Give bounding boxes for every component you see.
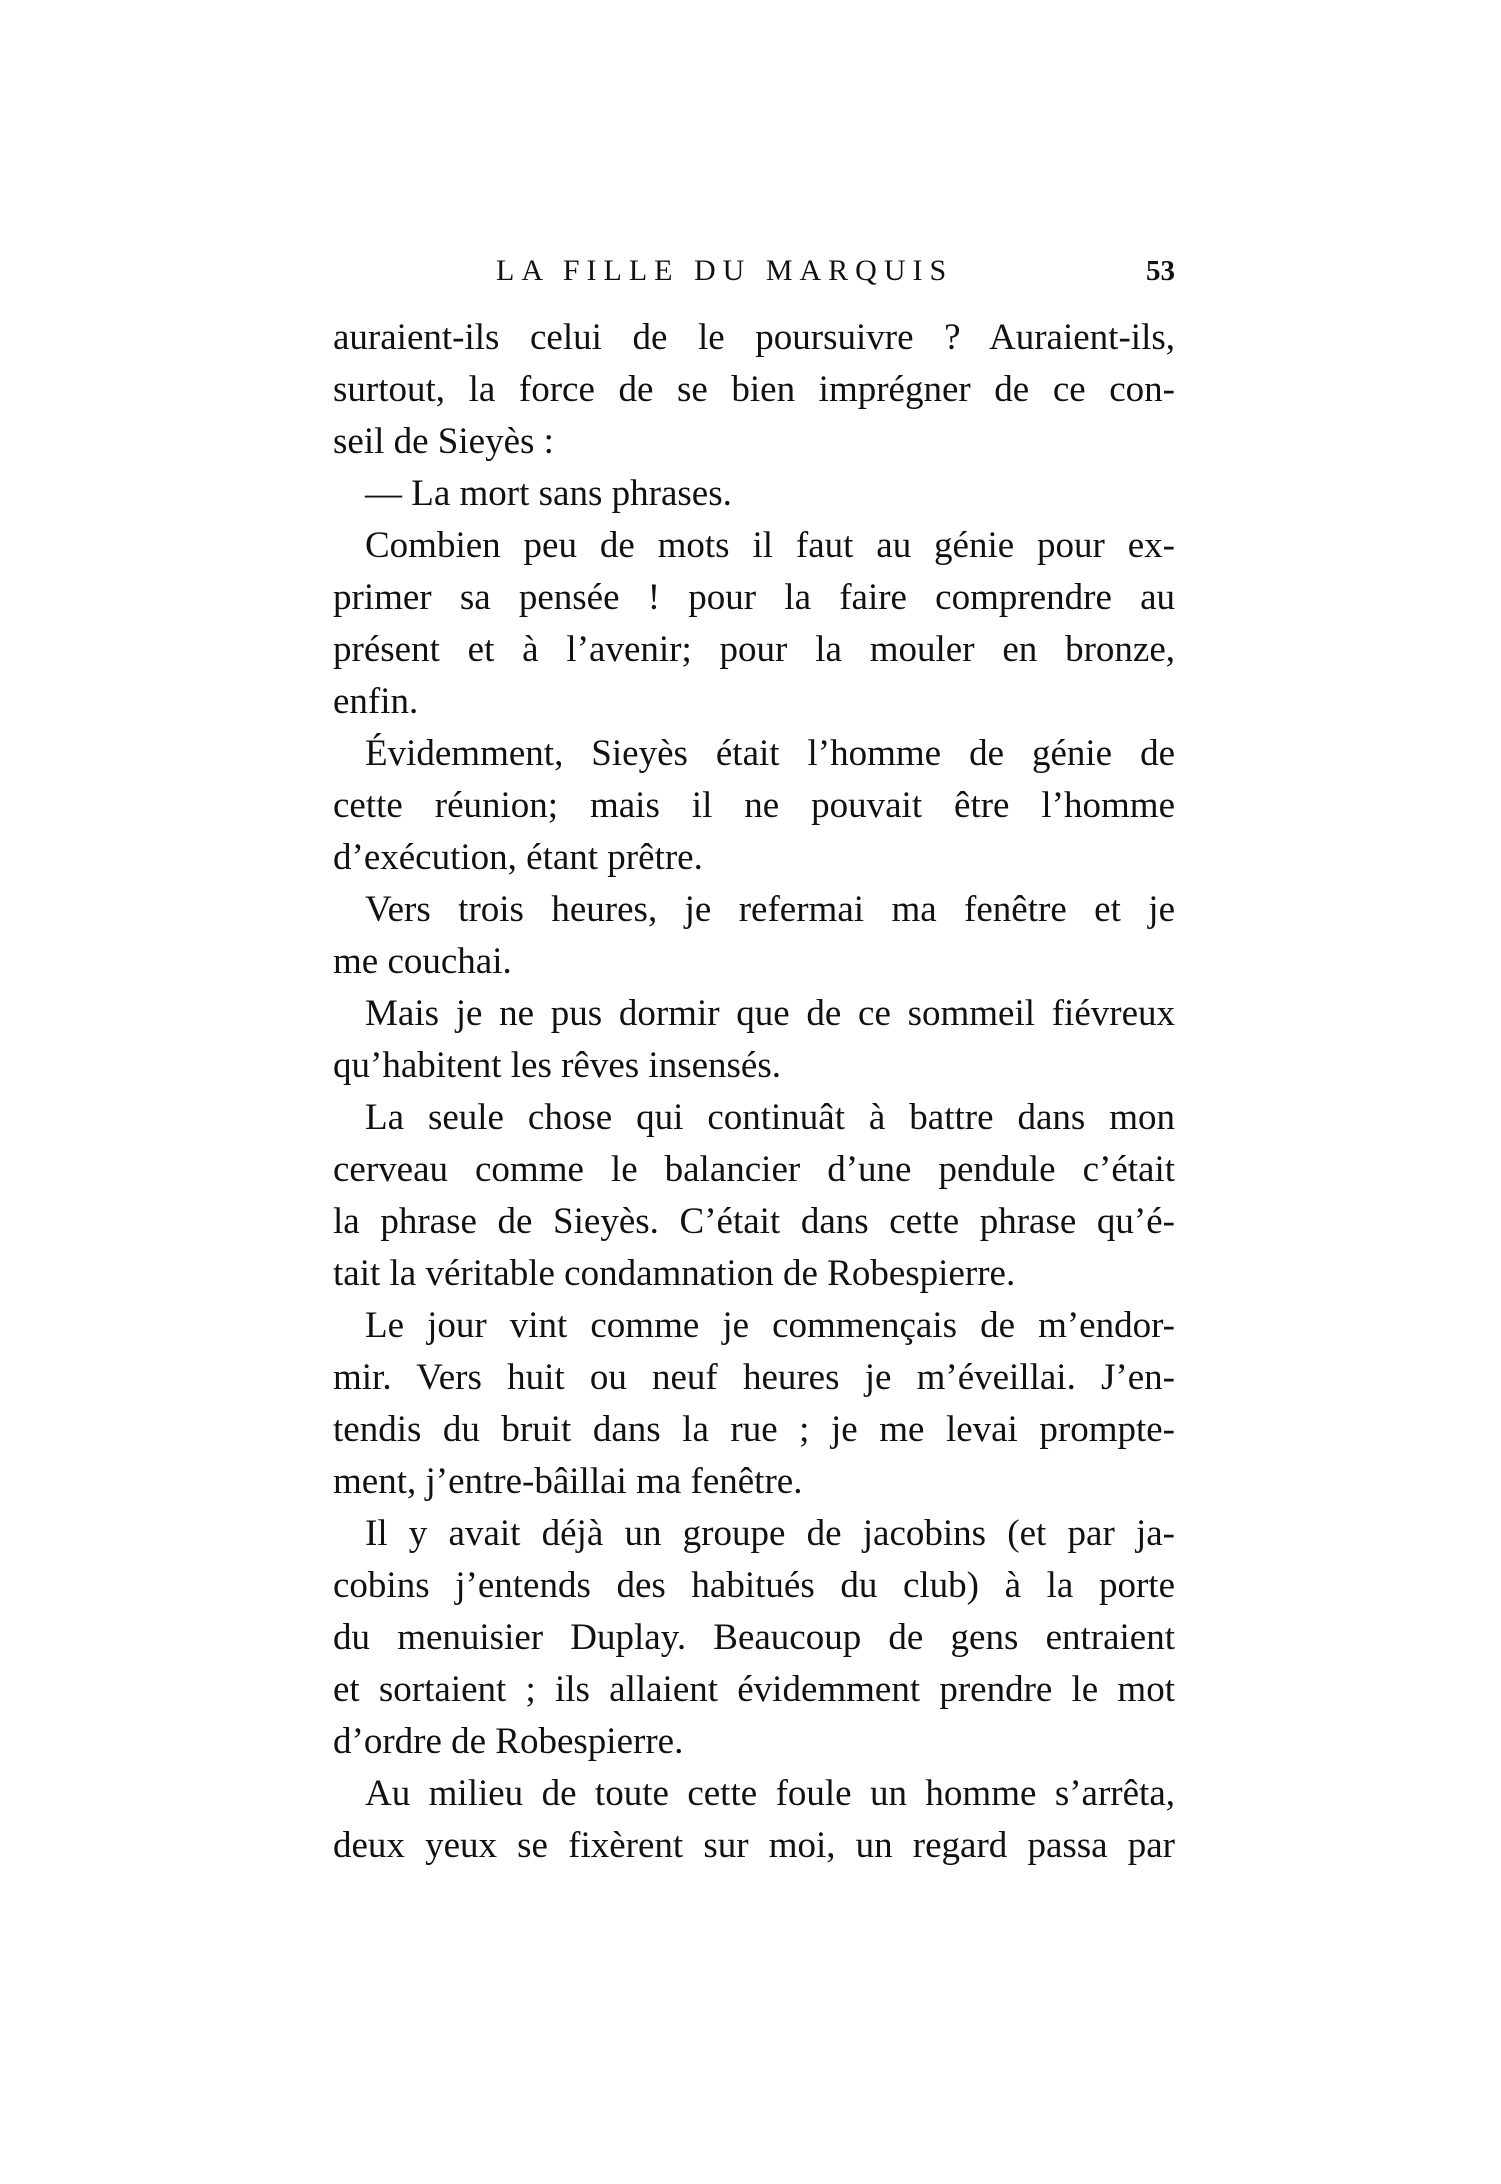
text-line [333,1092,1175,1144]
text-line-content: mir. Vers huit ou neuf heures je m’éveillai. J’en- [333,1357,1175,1398]
text-line-content: cette réunion; mais il ne pouvait être l’homme [333,785,1175,826]
running-header [333,248,1175,294]
text-line [333,1196,1175,1248]
text-line [333,780,1175,832]
text-line-content: et sortaient ; ils allaient évidemment prendre le mot [333,1669,1175,1710]
text-line-content: présent et à l’avenir; pour la mouler en bronze, [333,629,1175,670]
text-line [333,1820,1175,1872]
text-line-content: deux yeux se fixèrent sur moi, un regard passa par [333,1825,1175,1866]
text-line-content: tendis du bruit dans la rue ; je me levai prompte- [333,1409,1175,1450]
text-line-content: Au milieu de toute cette foule un homme s’arrêta, [365,1773,1175,1814]
text-line-content: la phrase de Sieyès. C’était dans cette phrase qu’é- [333,1201,1175,1242]
text-line [333,624,1175,676]
text-line-content: cobins j’entends des habitués du club) à la porte [333,1565,1175,1606]
text-line [333,364,1175,416]
text-line-content: Mais je ne pus dormir que de ce sommeil fiévreux [365,993,1175,1034]
text-line-content: Vers trois heures, je refermai ma fenêtre et je [365,889,1175,930]
text-line-content: enfin. [333,681,419,722]
text-line-content: La seule chose qui continuât à battre dans mon [365,1097,1175,1138]
text-line-content: tait la véritable condamnation de Robespierre. [333,1253,1016,1294]
text-line [333,832,1175,884]
text-line [333,1664,1175,1716]
text-line [333,1560,1175,1612]
text-line-content: cerveau comme le balancier d’une pendule c’était [333,1149,1175,1190]
text-line [333,1352,1175,1404]
text-line [333,1300,1175,1352]
text-line [333,1040,1175,1092]
text-line-content: du menuisier Duplay. Beaucoup de gens entraient [333,1617,1175,1658]
text-line [333,520,1175,572]
text-line [333,936,1175,988]
page-number: 53 [1146,255,1175,287]
text-line [333,1456,1175,1508]
text-line-content: — La mort sans phrases. [365,473,732,514]
text-line-content: Évidemment, Sieyès était l’homme de génie de [365,733,1175,774]
text-line [333,416,1175,468]
text-line-content: Combien peu de mots il faut au génie pour ex- [365,525,1175,566]
text-line [333,988,1175,1040]
page-body-text [333,312,1175,1872]
text-line [333,312,1175,364]
running-title: LA FILLE DU MARQUIS [496,254,954,287]
text-line [333,1612,1175,1664]
text-line-content: me couchai. [333,941,512,982]
text-line [333,572,1175,624]
text-line-content: Il y avait déjà un groupe de jacobins (et par ja- [365,1513,1175,1554]
text-line [333,884,1175,936]
text-line [333,1768,1175,1820]
text-line [333,728,1175,780]
text-line-content: d’ordre de Robespierre. [333,1721,684,1762]
text-line-content: ment, j’entre-bâillai ma fenêtre. [333,1461,803,1502]
text-line-content: surtout, la force de se bien imprégner de ce con- [333,369,1175,410]
text-line-content: primer sa pensée ! pour la faire comprendre au [333,577,1175,618]
text-line [333,1144,1175,1196]
text-line-content: d’exécution, étant prêtre. [333,837,703,878]
text-line-content: seil de Sieyès : [333,421,554,462]
text-line-content: qu’habitent les rêves insensés. [333,1045,781,1086]
text-line [333,1716,1175,1768]
text-line [333,1248,1175,1300]
text-line-content: Le jour vint comme je commençais de m’endor- [365,1305,1175,1346]
text-line [333,676,1175,728]
text-line [333,1404,1175,1456]
text-line [333,468,1175,520]
text-line [333,1508,1175,1560]
text-line-content: auraient-ils celui de le poursuivre ? Auraient-ils, [333,317,1175,358]
